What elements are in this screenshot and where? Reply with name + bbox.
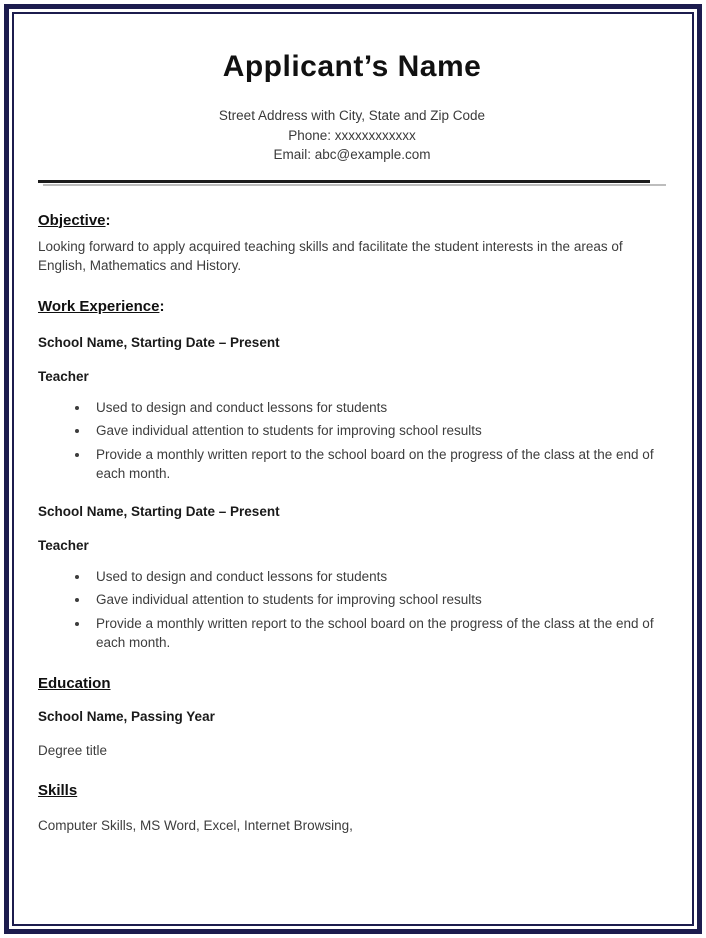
job-role: Teacher <box>38 537 89 553</box>
job-school-name: School Name, Starting Date – Present <box>38 334 280 350</box>
bullet-item: • Used to design and conduct lessons for students <box>90 567 666 587</box>
bullet-item: • Provide a monthly written report to the school board on the progress of the class at the end of each month. <box>90 445 666 484</box>
job-bullet-list <box>38 398 666 484</box>
inner-border-frame <box>12 12 694 926</box>
education-heading-text: Education <box>38 674 111 692</box>
skills-heading-text: Skills <box>38 782 78 799</box>
job-entry <box>38 504 666 653</box>
education-heading <box>38 675 666 692</box>
phone-line: Phone: xxxxxxxxxxxx <box>288 127 416 143</box>
objective-heading <box>38 212 666 229</box>
email-line: Email: abc@example.com <box>273 147 431 162</box>
bullet-item: • Gave individual attention to students for improving school results <box>90 421 666 441</box>
job-entry <box>38 335 666 484</box>
skills-heading <box>38 782 666 799</box>
objective-heading-colon: : <box>105 211 111 229</box>
divider-gray-line <box>43 184 666 186</box>
job-role: Teacher <box>38 368 89 384</box>
work-experience-heading-colon: : <box>159 297 165 315</box>
outer-border-frame <box>4 4 702 934</box>
bullet-item: • Gave individual attention to students for improving school results <box>90 590 666 610</box>
objective-heading-text: Objective <box>38 211 106 229</box>
job-school-name: School Name, Starting Date – Present <box>38 503 280 519</box>
street-address: Street Address with City, State and Zip Code <box>218 108 486 123</box>
work-experience-heading <box>38 298 666 315</box>
skills-text: Computer Skills, MS Word, Excel, Internet Browsing, <box>38 818 353 833</box>
job-bullet-list <box>38 567 666 653</box>
header-divider <box>38 180 666 186</box>
applicant-name: Applicant’s Name <box>222 50 482 83</box>
resume-header <box>38 50 666 165</box>
bullet-item: • Used to design and conduct lessons for students <box>90 398 666 418</box>
objective-text: Looking forward to apply acquired teaching skills and facilitate the student interests in the areas of English, Mathematics and History. <box>38 238 623 273</box>
divider-black-line <box>38 180 650 183</box>
education-school-name: School Name, Passing Year <box>38 708 215 724</box>
bullet-item: • Provide a monthly written report to the school board on the progress of the class at the end of each month. <box>90 614 666 653</box>
education-degree-title: Degree title <box>38 742 108 758</box>
work-experience-heading-text: Work Experience <box>38 297 160 315</box>
